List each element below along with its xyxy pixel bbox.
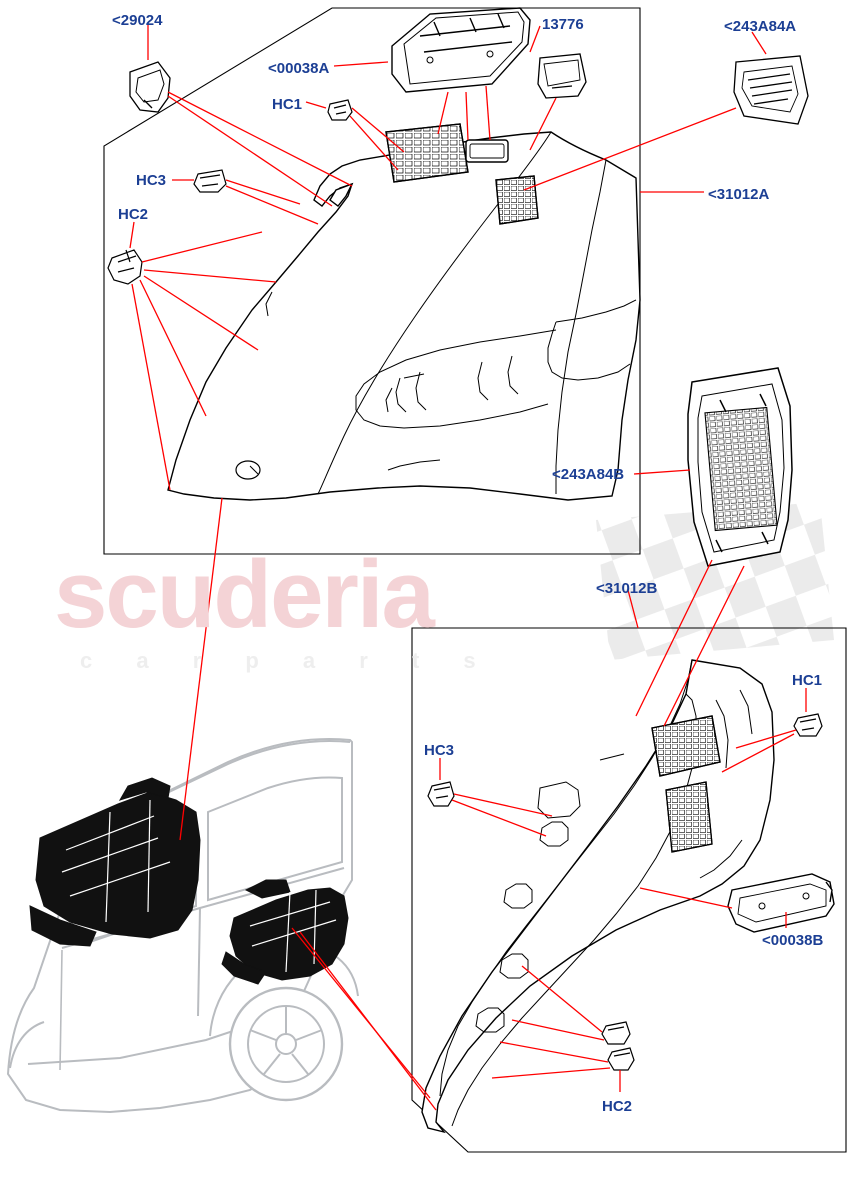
callout-label-00038A[interactable]: <00038A bbox=[268, 60, 330, 77]
callout-label-hc1-lower[interactable]: HC1 bbox=[792, 672, 823, 689]
part-13776-lamp[interactable] bbox=[538, 54, 586, 98]
callout-label-29024[interactable]: <29024 bbox=[112, 12, 163, 29]
part-trim-aperture bbox=[466, 140, 508, 162]
callout-label-hc3-lower[interactable]: HC3 bbox=[424, 742, 455, 759]
callout-label-31012A[interactable]: <31012A bbox=[708, 186, 770, 203]
part-00038B-trim-panel[interactable] bbox=[728, 874, 834, 932]
watermark-subtitle: c a r p a r t s bbox=[80, 648, 495, 673]
part-HC2-clip-upper[interactable] bbox=[108, 250, 142, 284]
part-trim-vent-grille-upper bbox=[386, 124, 468, 182]
part-HC1-clip-lower[interactable] bbox=[794, 714, 822, 736]
callout-label-hc2-upper[interactable]: HC2 bbox=[118, 206, 149, 223]
part-31012B-quarter-trim-panel[interactable] bbox=[422, 660, 774, 1132]
callout-label-hc1-upper[interactable]: HC1 bbox=[272, 96, 303, 113]
part-31012A-quarter-trim-panel[interactable] bbox=[168, 132, 640, 500]
part-HC3-clip-lower[interactable] bbox=[428, 782, 454, 806]
part-243A84B-vent-panel[interactable] bbox=[688, 368, 792, 566]
part-29024-bracket[interactable] bbox=[130, 62, 170, 112]
callout-label-00038B[interactable]: <00038B bbox=[762, 932, 824, 949]
vehicle-installed-trim-left bbox=[30, 778, 200, 946]
watermark-brand: scuderia bbox=[54, 541, 433, 648]
part-HC2-clip-lower-a[interactable] bbox=[602, 1022, 630, 1044]
part-HC2-clip-lower-b[interactable] bbox=[608, 1048, 634, 1070]
callout-label-hc3-upper[interactable]: HC3 bbox=[136, 172, 167, 189]
part-HC3-clip-upper[interactable] bbox=[194, 170, 226, 192]
callout-label-13776[interactable]: 13776 bbox=[542, 16, 584, 33]
callout-label-243A84B[interactable]: <243A84B bbox=[552, 466, 625, 483]
callout-label-31012B[interactable]: <31012B bbox=[596, 580, 658, 597]
part-HC1-clip-upper[interactable] bbox=[328, 100, 352, 120]
part-243A84A-vent[interactable] bbox=[734, 56, 808, 124]
callout-label-243A84A[interactable]: <243A84A bbox=[724, 18, 797, 35]
callout-label-hc2-lower[interactable]: HC2 bbox=[602, 1098, 633, 1115]
part-trim-vent-grille-right bbox=[496, 176, 538, 224]
part-00038A-trim-panel[interactable] bbox=[392, 8, 530, 92]
